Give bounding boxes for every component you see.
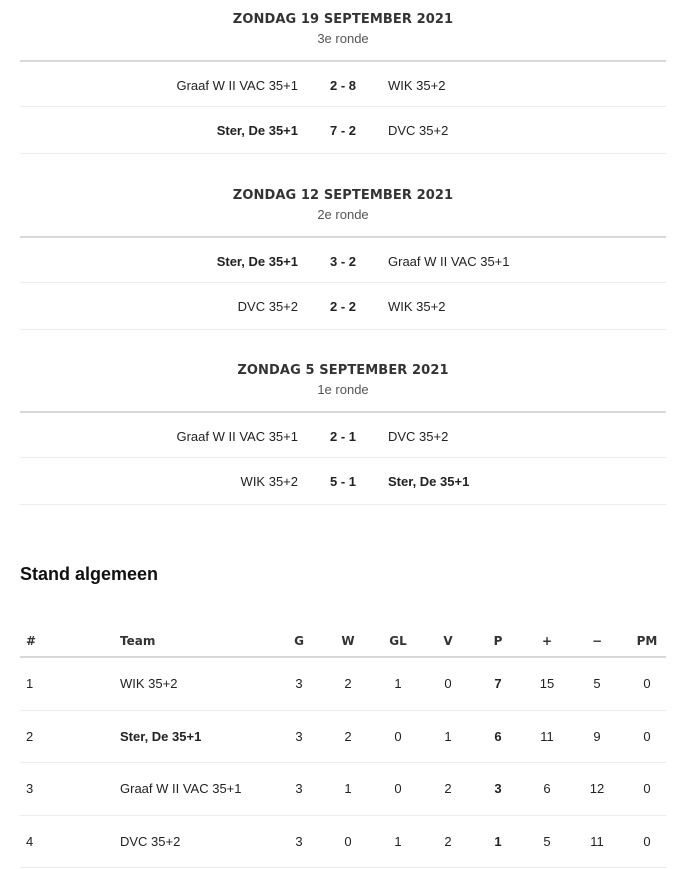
cell-v: 2 [444,781,452,796]
cell-w: 2 [344,728,352,744]
table-row[interactable] [20,763,666,816]
cell-team: Ster, De 35+1 [120,728,202,744]
cell-pm: 0 [643,781,651,796]
away-team: DVC 35+2 [388,429,449,444]
col-header-pm: PM [636,634,658,648]
col-header-v: V [443,634,453,648]
cell-v: 1 [444,728,452,744]
home-team: Graaf W II VAC 35+1 [176,429,298,444]
cell-gl: 0 [394,728,402,744]
away-team: WIK 35+2 [388,299,446,314]
cell-v: 2 [444,833,452,849]
col-header-team: Team [120,634,156,648]
cell-g: 3 [295,676,303,691]
cell-pm: 0 [643,833,651,849]
cell-p: 7 [494,676,502,691]
cell-pos: 1 [26,676,34,691]
cell-pos: 2 [26,728,34,744]
round-name: 3e ronde [317,31,369,46]
match-row[interactable] [20,283,666,330]
cell-pm: 0 [643,676,651,691]
cell-p: 3 [494,781,502,796]
cell-g: 3 [295,781,303,796]
table-row[interactable] [20,816,666,869]
cell-min: 11 [590,833,604,849]
round-date: ZONDAG 19 SEPTEMBER 2021 [232,12,454,27]
match-score: 3 - 2 [329,254,356,269]
match-row[interactable] [20,411,666,458]
match-score: 2 - 1 [329,429,356,444]
round-2e [20,176,666,330]
cell-plus: 11 [540,728,554,744]
cell-p: 1 [494,833,502,849]
standings-table [20,626,666,868]
table-row[interactable] [20,711,666,764]
round-name: 2e ronde [317,207,369,222]
match-row[interactable] [20,60,666,107]
match-row[interactable] [20,107,666,154]
cell-p: 6 [494,728,502,744]
col-header-p: P [493,634,503,648]
cell-pos: 3 [26,781,34,796]
col-header-plus: + [541,634,553,648]
away-team: Ster, De 35+1 [388,474,470,489]
cell-team: Graaf W II VAC 35+1 [120,781,242,796]
standings-title: Stand algemeen [20,564,159,584]
cell-g: 3 [295,833,303,849]
cell-plus: 15 [539,676,555,691]
cell-pos: 4 [26,833,34,849]
round-date: ZONDAG 12 SEPTEMBER 2021 [232,188,454,203]
match-score: 5 - 1 [329,474,356,489]
col-header-pos: # [26,634,37,648]
cell-team: WIK 35+2 [120,676,178,691]
round-date: ZONDAG 5 SEPTEMBER 2021 [237,363,449,378]
match-score: 2 - 8 [329,78,356,93]
cell-gl: 1 [394,833,402,849]
cell-min: 12 [589,781,605,796]
col-header-w: W [341,634,355,648]
cell-min: 5 [593,676,601,691]
home-team: DVC 35+2 [237,299,298,314]
match-row[interactable] [20,458,666,505]
cell-w: 2 [344,676,352,691]
round-1e [20,351,666,505]
round-header [20,176,666,236]
round-3e [20,0,666,154]
home-team: Ster, De 35+1 [216,123,298,138]
round-name: 1e ronde [317,382,369,397]
table-row[interactable] [20,658,666,711]
cell-gl: 1 [394,676,402,691]
col-header-min: − [591,634,603,648]
cell-plus: 5 [543,833,551,849]
round-header [20,351,666,411]
round-header [20,0,666,60]
home-team: WIK 35+2 [240,474,298,489]
cell-g: 3 [295,728,303,744]
standings-header-row [20,626,666,658]
match-row[interactable] [20,236,666,283]
cell-pm: 0 [643,728,651,744]
cell-v: 0 [444,676,452,691]
cell-min: 9 [593,728,601,744]
home-team: Ster, De 35+1 [216,254,298,269]
cell-w: 0 [344,833,352,849]
col-header-g: G [294,634,304,648]
match-score: 7 - 2 [329,123,356,138]
away-team: Graaf W II VAC 35+1 [388,254,510,269]
col-header-gl: GL [389,634,407,648]
cell-gl: 0 [394,781,402,796]
cell-team: DVC 35+2 [120,833,181,849]
cell-plus: 6 [543,781,551,796]
home-team: Graaf W II VAC 35+1 [176,78,298,93]
match-score: 2 - 2 [329,299,356,314]
away-team: DVC 35+2 [388,123,449,138]
away-team: WIK 35+2 [388,78,446,93]
cell-w: 1 [344,781,352,796]
